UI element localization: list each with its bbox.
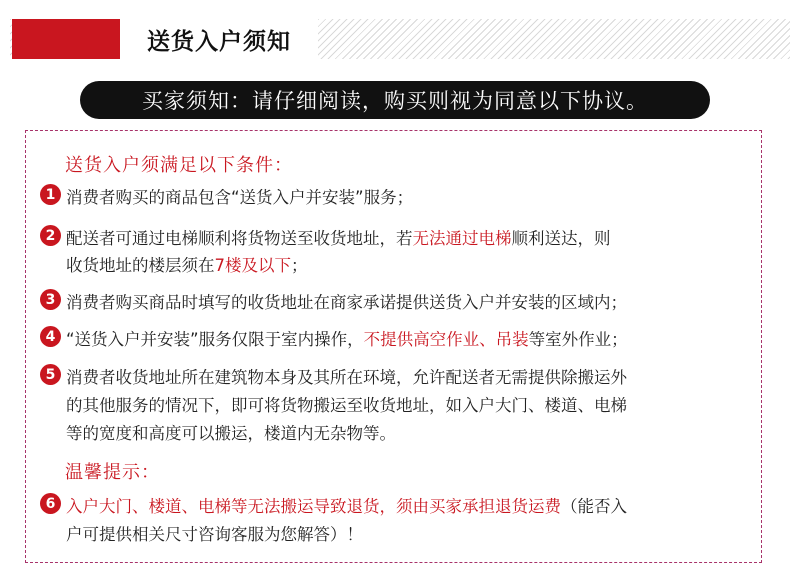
item-text: 配送者可通过电梯顺利将货物送至收货地址，若 <box>66 229 413 248</box>
number-badge-6: 6 <box>40 493 61 514</box>
number-badge-1: 1 <box>40 184 61 205</box>
item-2-line-1 <box>66 225 611 249</box>
tip-6-line-2 <box>66 521 363 545</box>
header-red-bar <box>12 19 120 59</box>
item-5-line-3: 等的宽度和高度可以搬运，楼道内无杂物等。 <box>66 424 396 443</box>
tip-highlight: 入户大门、楼道、电梯等无法搬运导致退货，须由买家承担退货运费 <box>66 497 561 516</box>
number-badge-4: 4 <box>40 326 61 347</box>
item-text: “送货入户并安装”服务仅限于室内操作， <box>66 330 364 349</box>
page-title: 送货入户须知 <box>147 28 291 55</box>
notice-banner: 买家须知：请仔细阅读，购买则视为同意以下协议。 <box>80 81 710 119</box>
item-highlight: 无法通过电梯 <box>412 229 512 248</box>
number-badge-5: 5 <box>40 364 61 385</box>
item-text: 顺利送达，则 <box>511 229 611 248</box>
header-hatch-right <box>318 19 790 59</box>
number-badge-2: 2 <box>40 225 61 246</box>
item-text: 消费者购买的商品包含“送货入户并安装”服务； <box>66 188 414 207</box>
item-highlight: 不提供高空作业、吊装 <box>363 330 529 349</box>
item-4-line-1 <box>66 326 628 350</box>
item-text: 消费者购买商品时填写的收货地址在商家承诺提供送货入户并安装的区域内； <box>66 293 627 312</box>
item-highlight: 7楼及以下 <box>214 256 291 275</box>
item-text: ； <box>291 256 308 275</box>
item-1-line-1 <box>66 184 413 208</box>
item-text: 等室外作业； <box>528 330 628 349</box>
tip-6-line-1 <box>66 493 627 517</box>
item-3-line-1 <box>66 289 627 313</box>
tip-text: 户可提供相关尺寸咨询客服为您解答）！ <box>66 525 363 544</box>
conditions-heading: 送货入户须满足以下条件： <box>65 155 293 176</box>
tips-heading: 温馨提示： <box>65 462 160 483</box>
item-2-line-2 <box>66 252 308 276</box>
number-badge-3: 3 <box>40 289 61 310</box>
item-5-line-1: 消费者收货地址所在建筑物本身及其所在环境，允许配送者无需提供除搬运外 <box>66 368 627 387</box>
tip-text: （能否入 <box>561 497 627 516</box>
item-text: 收货地址的楼层须在 <box>66 256 215 275</box>
item-5-line-2: 的其他服务的情况下，即可将货物搬运至收货地址，如入户大门、楼道、电梯 <box>66 396 627 415</box>
